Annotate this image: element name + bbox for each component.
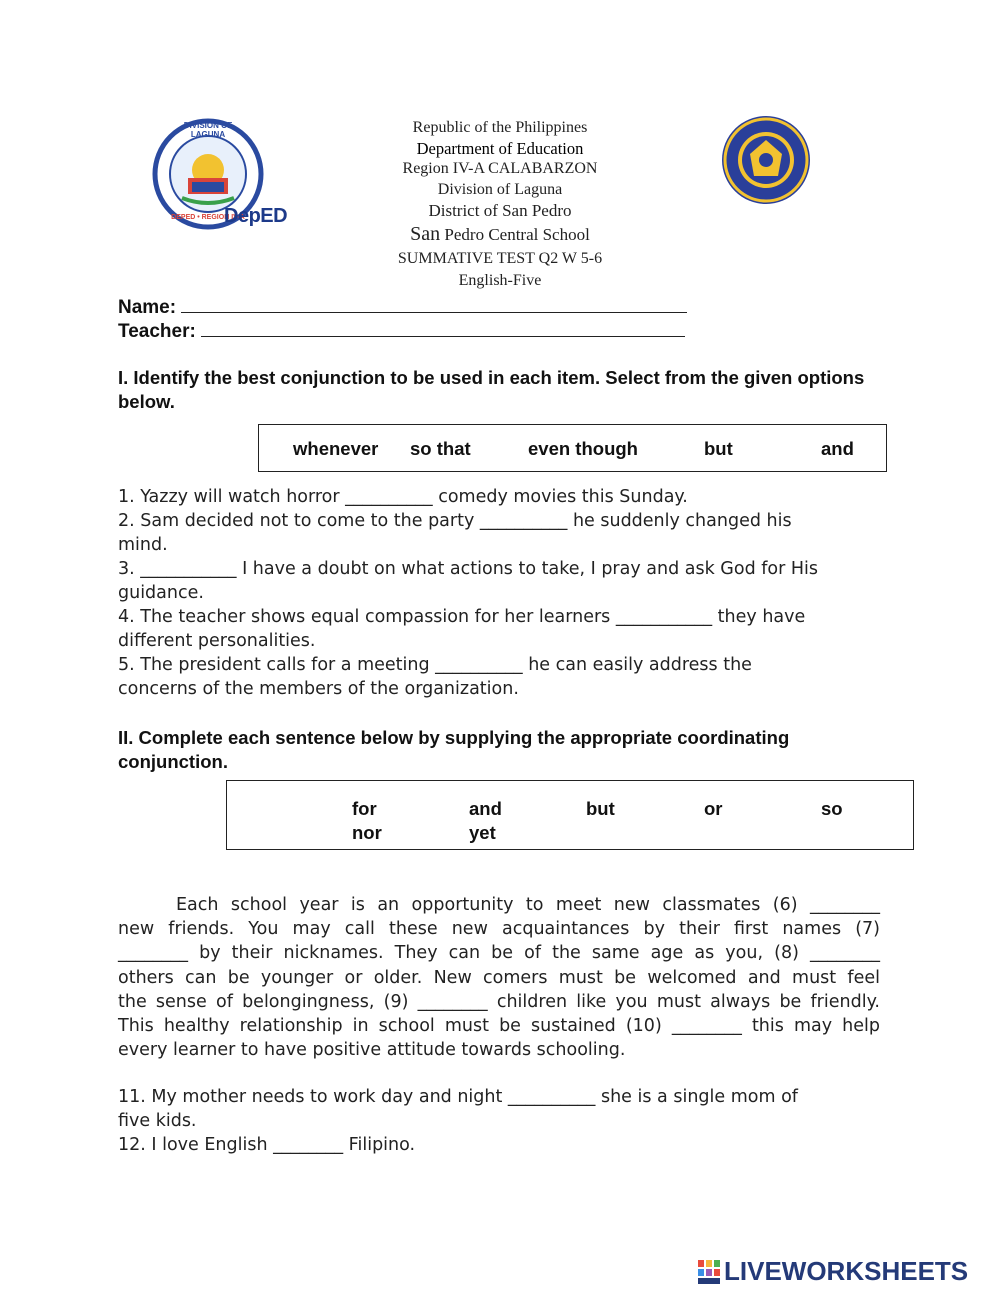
part1-item-5 — [118, 653, 878, 701]
part1-option-but: but — [704, 438, 733, 459]
liveworksheets-icon — [697, 1259, 721, 1285]
paragraph-line-5: the sense of belongingness, (9) ________ children like you must always be friendly. — [118, 991, 880, 1012]
item-1-line-1: 1. Yazzy will watch horror __________ comedy movies this Sunday. — [118, 487, 688, 507]
part1-option-and: and — [821, 438, 854, 459]
part2-item-11 — [118, 1085, 878, 1133]
item-3-line-2: guidance. — [118, 583, 204, 603]
header-district: District of San Pedro — [428, 201, 572, 220]
part2-option-or: or — [704, 798, 723, 819]
header-test-title: SUMMATIVE TEST Q2 W 5-6 — [397, 250, 603, 267]
part1-item-1 — [118, 485, 878, 509]
part1-item-3 — [118, 557, 878, 605]
part2-option-but: but — [586, 798, 615, 819]
deped-logo — [224, 205, 294, 233]
left-seal-text-top: DIVISION OF LAGUNA — [183, 121, 233, 139]
header-department: Department of Education — [416, 139, 584, 158]
part2-option-and: and — [469, 798, 502, 819]
liveworksheets-brand: LIVEWORKSHEETS — [724, 1256, 969, 1286]
header-region: Region IV-A CALABARZON — [402, 160, 598, 177]
name-label: Name: — [118, 297, 177, 318]
item-4-line-1: 4. The teacher shows equal compassion for her learners ___________ they have — [118, 607, 806, 627]
part1-instruction: I. Identify the best conjunction to be used in each item. Select from the given options below. — [118, 367, 865, 412]
part2-item-12 — [118, 1133, 878, 1157]
header-republic: Republic of the Philippines — [412, 119, 588, 136]
item-2-line-1: 2. Sam decided not to come to the party __________ he suddenly changed his — [118, 511, 792, 531]
part2-options-box — [226, 780, 914, 850]
part1-option-so-that: so that — [410, 438, 471, 459]
paragraph-line-7: every learner to have positive attitude towards schooling. — [118, 1040, 626, 1061]
part1-option-whenever: whenever — [293, 438, 379, 459]
deped-logo-text: DepED — [224, 205, 288, 227]
part1-item-4 — [118, 605, 878, 653]
part2-option-so: so — [821, 798, 843, 819]
paragraph-line-6: This healthy relationship in school must be sustained (10) ________ this may help — [118, 1016, 880, 1037]
paragraph-line-4: others can be younger or older. New comers must be welcomed and must feel — [118, 967, 880, 988]
liveworksheets-logo[interactable] — [697, 1256, 968, 1287]
item-12-line-1: 12. I love English ________ Filipino. — [118, 1135, 416, 1155]
header-division: Division of Laguna — [437, 181, 563, 198]
item-11-line-2: five kids. — [118, 1111, 197, 1131]
part2-paragraph — [118, 893, 880, 1062]
item-2-line-2: mind. — [118, 535, 168, 555]
item-5-line-1: 5. The president calls for a meeting __________ he can easily address the — [118, 655, 752, 675]
item-5-line-2: concerns of the members of the organization. — [118, 679, 519, 699]
part2-option-yet: yet — [469, 822, 496, 843]
part2-option-for: for — [352, 798, 377, 819]
part2-instruction: II. Complete each sentence below by supplying the appropriate coordinating conjunction. — [118, 727, 790, 772]
item-4-line-2: different personalities. — [118, 631, 316, 651]
name-field — [118, 296, 687, 319]
teacher-field — [118, 320, 685, 343]
header-school-san: San — [410, 223, 441, 245]
name-input-line[interactable] — [181, 296, 687, 313]
header-school — [300, 224, 700, 245]
header-subject: English-Five — [458, 272, 542, 289]
paragraph-line-3: ________ by their nicknames. They can be of the same age as you, (8) ________ — [118, 943, 880, 964]
item-3-line-1: 3. ___________ I have a doubt on what actions to take, I pray and ask God for His — [118, 559, 818, 579]
header-school-rest: Pedro Central School — [440, 225, 590, 244]
item-11-line-1: 11. My mother needs to work day and night __________ she is a single mom of — [118, 1087, 798, 1107]
part2-option-nor: nor — [352, 822, 382, 843]
part1-option-even-though: even though — [528, 438, 638, 459]
part1-item-2 — [118, 509, 878, 557]
teacher-input-line[interactable] — [201, 320, 685, 337]
teacher-label: Teacher: — [118, 321, 196, 342]
left-seal-text-bottom: DEPED • REGION IV-A — [171, 214, 245, 221]
paragraph-line-1: Each school year is an opportunity to meet new classmates (6) ________ — [176, 895, 880, 915]
paragraph-line-2: new friends. You may call these new acquaintances by their first names (7) — [118, 919, 880, 940]
